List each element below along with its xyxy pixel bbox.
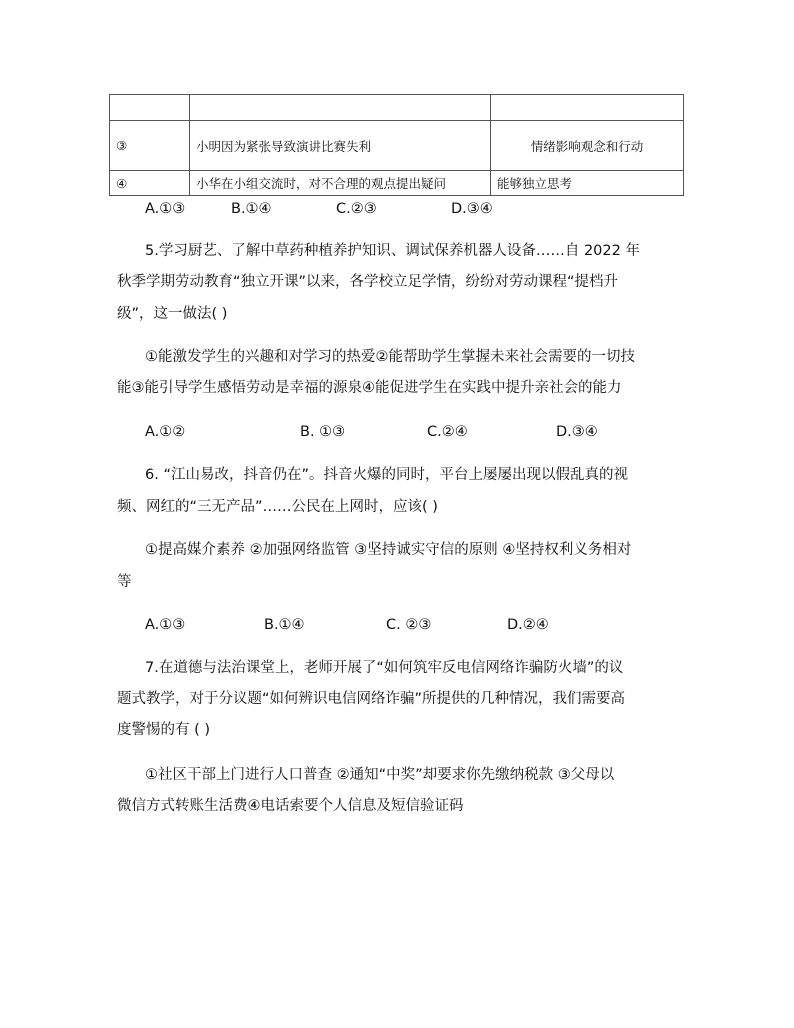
q5-choice-line: 能③能引导学生感悟劳动是幸福的源泉④能促进学生在实践中提升亲社会的能力	[117, 380, 622, 396]
q7-choice-line: ①社区干部上门进行人口普查 ②通知“中奖”却要求你先缴纳税款 ③父母以	[145, 767, 615, 783]
question-table	[109, 94, 684, 196]
option-b[interactable]: B.①④	[231, 201, 272, 217]
table-cell: 小华在小组交流时，对不合理的观点提出疑问	[190, 171, 491, 196]
option-d[interactable]: D.②④	[507, 617, 549, 633]
table-cell: ③	[110, 121, 190, 171]
q7-stem-line: 度警惕的有 ( )	[117, 722, 211, 738]
table-row	[110, 171, 684, 196]
table-cell: 小明因为紧张导致演讲比赛失利	[190, 121, 491, 171]
option-b[interactable]: B.①④	[264, 617, 305, 633]
table-row	[110, 95, 684, 121]
option-a[interactable]: A.①③	[145, 617, 186, 633]
q6-choice-line: 等	[117, 574, 132, 590]
table-cell	[491, 95, 684, 121]
option-d[interactable]: D.③④	[451, 201, 493, 217]
option-c[interactable]: C.②③	[336, 201, 377, 217]
q7-stem-line: 7.在道德与法治课堂上，老师开展了“如何筑牢反电信网络诈骗防火墙”的议	[145, 660, 624, 676]
option-a[interactable]: A.①③	[145, 201, 186, 217]
q5-stem-line: 秋季学期劳动教育“独立开课”以来，各学校立足学情，纷纷对劳动课程“提档升	[117, 274, 619, 290]
option-c[interactable]: C. ②③	[386, 617, 432, 633]
option-b[interactable]: B. ①③	[300, 424, 346, 440]
q5-stem-line: 级”，这一做法( )	[117, 306, 228, 322]
table-row	[110, 121, 684, 171]
table-cell	[110, 95, 190, 121]
q5-choice-line: ①能激发学生的兴趣和对学习的热爱②能帮助学生掌握未来社会需要的一切技	[145, 349, 635, 365]
option-c[interactable]: C.②④	[427, 424, 468, 440]
table-cell: 情绪影响观念和行动	[491, 121, 684, 171]
option-d[interactable]: D.③④	[556, 424, 598, 440]
q7-stem-line: 题式教学，对于分议题“如何辨识电信网络诈骗”所提供的几种情况，我们需要高	[117, 691, 626, 707]
table-cell: 能够独立思考	[491, 171, 684, 196]
q6-stem-line: 频、网红的“三无产品”……公民在上网时，应该( )	[117, 499, 438, 515]
option-a[interactable]: A.①②	[145, 424, 186, 440]
q6-choice-line: ①提高媒介素养 ②加强网络监管 ③坚持诚实守信的原则 ④坚持权利义务相对	[145, 542, 632, 558]
table-cell: ④	[110, 171, 190, 196]
table-cell	[190, 95, 491, 121]
q6-stem-line: 6. “江山易改，抖音仍在”。抖音火爆的同时，平台上屡屡出现以假乱真的视	[145, 467, 628, 483]
q5-stem-line: 5.学习厨艺、了解中草药种植养护知识、调试保养机器人设备……自 2022 年	[145, 243, 640, 259]
q7-choice-line: 微信方式转账生活费④电话索要个人信息及短信验证码	[117, 798, 464, 814]
